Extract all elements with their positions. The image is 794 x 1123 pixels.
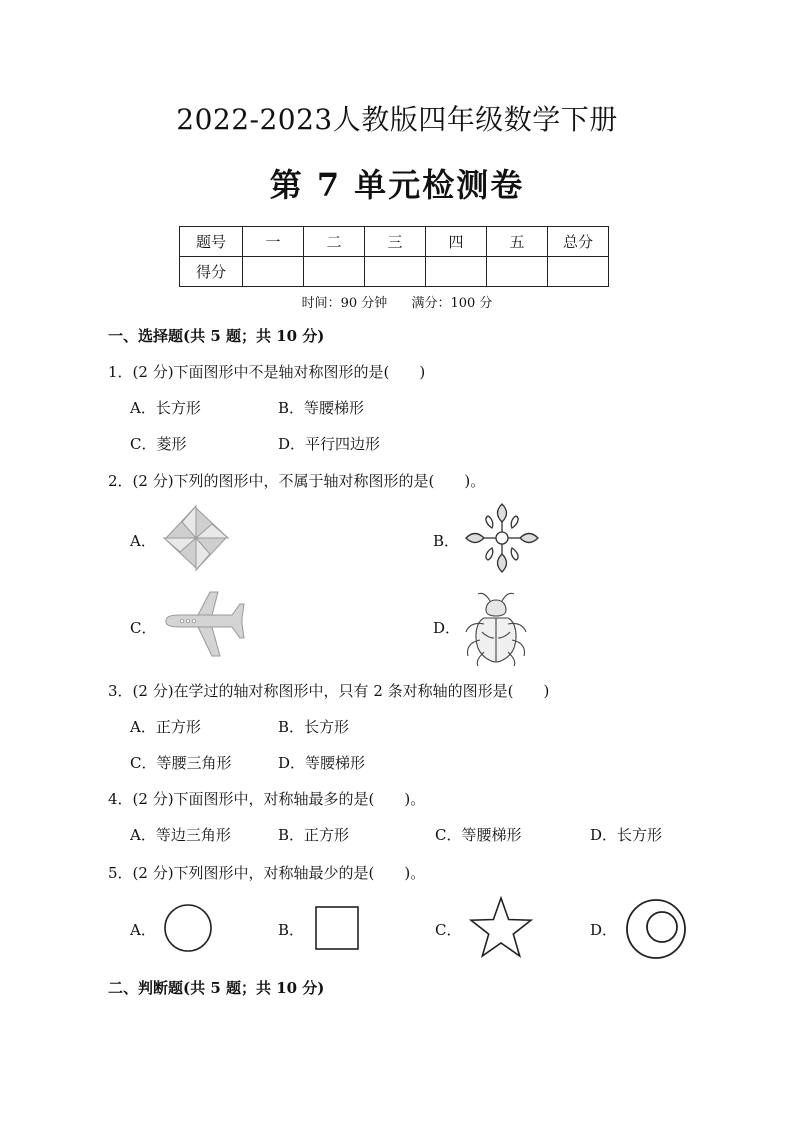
score-table-score-row xyxy=(180,257,609,287)
exam-time: 时间：90 分钟 xyxy=(301,296,388,311)
option-a[interactable]: A． xyxy=(130,532,156,550)
option-a[interactable]: A．正方形 xyxy=(130,718,201,736)
score-table-cell: 三 xyxy=(365,227,426,257)
question-stem: 1．(2 分)下面图形中不是轴对称图形的是( ) xyxy=(108,363,426,381)
score-table xyxy=(179,226,609,287)
circle-icon xyxy=(162,902,214,954)
option-c[interactable]: C．菱形 xyxy=(130,435,187,453)
option-d[interactable]: D．平行四边形 xyxy=(278,435,381,453)
section-title: 二、判断题(共 5 题；共 10 分) xyxy=(108,979,325,997)
option-b[interactable]: B．等腰梯形 xyxy=(278,399,365,417)
score-input-cell[interactable] xyxy=(548,257,609,287)
score-input-cell[interactable] xyxy=(304,257,365,287)
pinwheel-icon xyxy=(160,502,232,574)
option-a[interactable]: A． xyxy=(130,921,156,939)
option-c[interactable]: C．等腰三角形 xyxy=(130,754,232,772)
option-a[interactable]: A．等边三角形 xyxy=(130,826,231,844)
option-b[interactable]: B．长方形 xyxy=(278,718,350,736)
option-c[interactable]: C． xyxy=(435,921,462,939)
flower-ornament-icon xyxy=(462,500,542,576)
option-d[interactable]: D． xyxy=(433,619,461,637)
star-icon xyxy=(467,895,535,961)
option-d[interactable]: D．等腰梯形 xyxy=(278,754,366,772)
score-input-cell[interactable] xyxy=(243,257,304,287)
score-table-cell: 二 xyxy=(304,227,365,257)
option-c[interactable]: C． xyxy=(130,619,157,637)
airplane-icon xyxy=(160,590,246,658)
question-stem: 5．(2 分)下列图形中，对称轴最少的是( )。 xyxy=(108,864,426,882)
section-title: 一、选择题(共 5 题；共 10 分) xyxy=(108,327,325,345)
question-stem: 2．(2 分)下列的图形中，不属于轴对称图形的是( )。 xyxy=(108,472,486,490)
score-table-cell: 一 xyxy=(243,227,304,257)
option-a[interactable]: A．长方形 xyxy=(130,399,201,417)
score-table-cell: 得分 xyxy=(180,257,243,287)
question-stem: 4．(2 分)下面图形中，对称轴最多的是( )。 xyxy=(108,790,426,808)
square-icon xyxy=(313,904,361,952)
exam-meta xyxy=(0,292,794,311)
option-b[interactable]: B． xyxy=(433,532,460,550)
ring-icon xyxy=(624,897,688,961)
score-input-cell[interactable] xyxy=(426,257,487,287)
question-stem: 3．(2 分)在学过的轴对称图形中，只有 2 条对称轴的图形是( ) xyxy=(108,682,550,700)
score-table-header-row xyxy=(180,227,609,257)
score-table-cell: 四 xyxy=(426,227,487,257)
score-input-cell[interactable] xyxy=(365,257,426,287)
option-b[interactable]: B．正方形 xyxy=(278,826,350,844)
score-table-cell: 题号 xyxy=(180,227,243,257)
option-d[interactable]: D． xyxy=(590,921,618,939)
option-d[interactable]: D．长方形 xyxy=(590,826,663,844)
score-table-cell: 五 xyxy=(487,227,548,257)
exam-full-score: 满分：100 分 xyxy=(411,296,493,311)
score-input-cell[interactable] xyxy=(487,257,548,287)
page-title: 2022-2023人教版四年级数学下册 xyxy=(176,103,618,136)
page-subtitle: 第 7 单元检测卷 xyxy=(269,166,525,204)
score-table-cell: 总分 xyxy=(548,227,609,257)
option-c[interactable]: C．等腰梯形 xyxy=(435,826,522,844)
beetle-icon xyxy=(460,588,532,666)
option-b[interactable]: B． xyxy=(278,921,305,939)
